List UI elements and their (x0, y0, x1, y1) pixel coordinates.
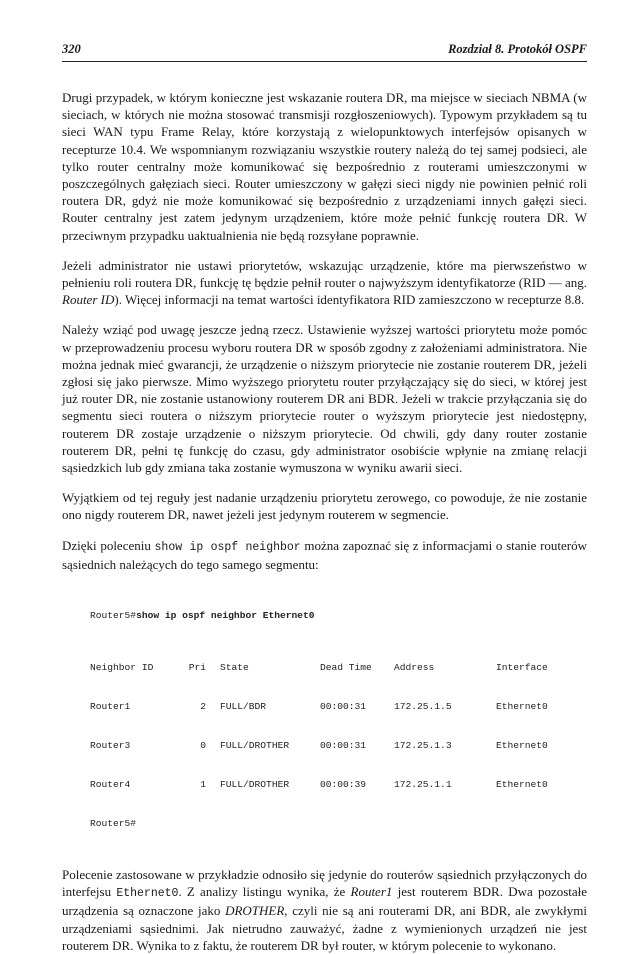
paragraph-command-intro: Dzięki poleceniu show ip ospf neighbor można zapoznać się z informacjami o stanie routerów sąsiednich należących do tego samego segmentu: (62, 537, 588, 572)
paragraph-rid: Jeżeli administrator nie ustawi priorytetów, wskazując urządzenie, które ma pierwszeństwo w pełnieniu roli routera DR, funkcję tę będzie pełnił router o najwyższym identyfikatorze (RID — ang. Router ID). Więcej informacji na temat wartości identyfikatora RID zamieszczono w recepturze 8.8. (62, 257, 587, 308)
listing-row: Router3 0 FULL/DROTHER 00:00:31 172.25.1.3 Ethernet0 (90, 740, 548, 752)
listing-command-line: Router5#show ip ospf neighbor Ethernet0 (90, 610, 315, 622)
listing-header-row: Neighbor ID Pri State Dead Time Address Interface (90, 662, 548, 674)
listing-end-prompt: Router5# (90, 818, 137, 830)
inline-interface: Ethernet0 (116, 887, 179, 901)
chapter-title: Rozdział 8. Protokół OSPF (448, 42, 587, 56)
paragraph-priority: Należy wziąć pod uwagę jeszcze jedną rzecz. Ustawienie wyższej wartości priorytetu może pomóc w przeprowadzeniu procesu wyboru routera DR w sposób zgodny z założeniami administratora. Nie można jednak mieć gwarancji, że urządzenie o niższym priorytecie nie zostanie routerem DR, jeżeli zgłosi się jako pierwsze. Mimo wyższego priorytetu router przyłączający się do sieci, w której jest już router DR, nie zostanie ustanowiony routerem DR ani BDR. Jeżeli w trakcie przyłączania się do segmentu sieci routera o niższym priorytecie router o wyższym priorytecie jest niedostępny, routerem DR zostaje urządzenie o niższym priorytecie. Od chwili, gdy dany router zostanie routerem DR, pełni tę funkcję do czasu, gdy administrator osobiście wpłynie na zmianę relacji sąsiedzkich lub gdy zmiana taka zostanie wymuszona w wyniku awarii sieci. (62, 322, 587, 476)
code-listing (90, 583, 587, 856)
book-page (62, 42, 587, 954)
inline-command: show ip ospf neighbor (154, 540, 301, 554)
listing-row: Router4 1 FULL/DROTHER 00:00:39 172.25.1.1 Ethernet0 (90, 779, 548, 791)
paragraph-nbma: Drugi przypadek, w którym konieczne jest wskazanie routera DR, ma miejsce w sieciach NBMA (w sieciach, w których nie można stosować transmisji rozgłoszeniowych). Typowym przykładem są tu sieci WAN typu Frame Relay, które korzystają z wielopunktowych interfejsów opisanych w recepturze 10.4. We wspomnianym rozwiązaniu wszystkie routery należą do tej samej podsieci, ale tylko router centralny może komunikować się bezpośrednio z routerami umieszczonymi w poszczególnych gałęziach sieci. Router umieszczony w gałęzi sieci nigdy nie powinien pełnić roli routera DR, gdyż nie może komunikować się bezpośrednio z urządzeniami innych gałęzi sieci. Router centralny jest zatem jedynym urządzeniem, które może pełnić funkcję routera DR. W przeciwnym przypadku uaktualnienia nie będą rozsyłane poprawnie. (62, 90, 587, 243)
page-header (62, 42, 587, 62)
paragraph-zero-priority: Wyjątkiem od tej reguły jest nadanie urządzeniu priorytetu zerowego, co powoduje, że nie zostanie ono nigdy routerem DR, nawet jeżeli jest jedynym routerem w segmencie. (62, 490, 587, 523)
listing-row: Router1 2 FULL/BDR 00:00:31 172.25.1.5 Ethernet0 (90, 701, 548, 713)
paragraph-analysis: Polecenie zastosowane w przykładzie odnosiło się jedynie do routerów sąsiednich przyłączonych do interfejsu Ethernet0. Z analizy listingu wynika, że Router1 jest routerem BDR. Dwa pozostałe urządzenia są oznaczone jako DROTHER, czyli nie są ani routerami DR, ani BDR, ale zwykłymi urządzeniami sąsiednimi. Jak nietrudno zauważyć, żadne z wymienionych urządzeń nie jest routerem DR. Wynika to z faktu, że routerem DR był router, w którym polecenie to wykonano. (62, 867, 588, 953)
page-number: 320 (62, 42, 81, 56)
